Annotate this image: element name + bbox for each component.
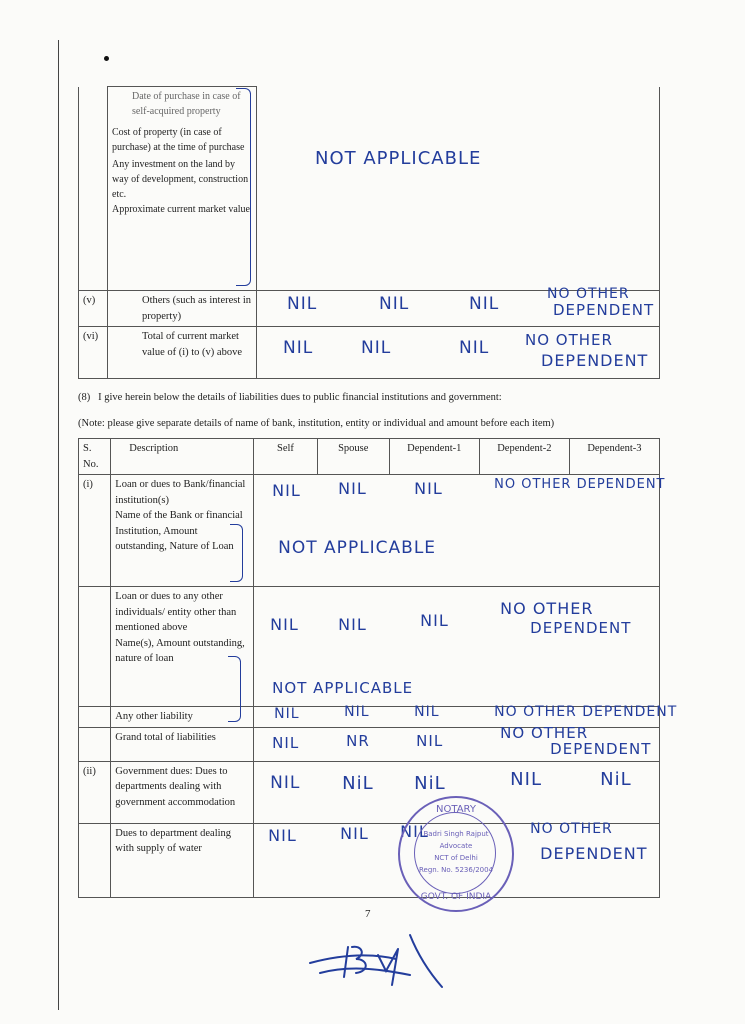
page-edge-line [58, 40, 59, 1010]
row-liability-values [254, 704, 678, 728]
desc-water-dues: Dues to department dealing with supply of water [111, 823, 254, 897]
stamp-line3: NCT of Delhi [434, 854, 478, 862]
desc-date: Date of purchase in case of self-acquired property [132, 91, 241, 117]
header-sno-line1: S. [83, 443, 92, 454]
dependent-dep2: DEPENDENT [530, 619, 632, 637]
header-sno [79, 439, 111, 475]
nil-self: NIL [272, 481, 301, 500]
no-other-dependent: NO OTHER DEPENDENT [494, 704, 678, 720]
row-other-values [254, 587, 660, 707]
nil-self: NIL [270, 615, 299, 634]
table-row [79, 727, 660, 761]
col-num-empty [79, 87, 108, 291]
table-row [79, 475, 660, 587]
row-num-empty [79, 823, 111, 897]
row-v-values [257, 286, 660, 327]
row-num-empty [79, 727, 111, 761]
stamp-line2: Advocate [439, 842, 473, 850]
nil-spouse: NIL [338, 615, 367, 634]
section-8-number: (8) [78, 392, 91, 403]
header-self: Self [254, 439, 318, 475]
nil-spouse: NIL [340, 823, 369, 843]
stamp-top: NOTARY [436, 804, 476, 815]
brace-property [236, 88, 251, 286]
no-other-dep2: NO OTHER [500, 723, 589, 742]
desc-invest: Any investment on the land by way of development, construction etc. [112, 159, 249, 200]
dependent-dep2: DEPENDENT [541, 351, 649, 370]
row-vi-number: (vi) [79, 327, 108, 379]
nil-dep1: NIL [414, 704, 440, 720]
header-description: Description [111, 439, 254, 475]
nil-spouse: NiL [342, 772, 374, 794]
nil-dep1: NIL [469, 294, 500, 314]
liabilities-table [78, 438, 678, 898]
no-other-dep2: NO OTHER [547, 286, 630, 302]
not-applicable-handwritten: NOT APPLICABLE [315, 147, 482, 169]
stamp-line4: Regn. No. 5236/2004 [418, 866, 494, 874]
desc-value: Approximate current market value [112, 204, 250, 215]
header-sno-line2: No. [83, 458, 99, 470]
header-dep1: Dependent-1 [389, 439, 479, 475]
section-8-text [78, 392, 502, 403]
no-other-dep2: NO OTHER [525, 331, 613, 349]
section-8-note: (Note: please give separate details of name of bank, institution, entity or individual and amount before each item) [78, 418, 555, 429]
desc-grand-total: Grand total of liabilities [111, 727, 254, 761]
dependent-dep2: DEPENDENT [553, 301, 655, 319]
table-row [79, 823, 660, 897]
nil-self: NIL [283, 338, 314, 358]
nil-dep1: NIL [416, 731, 444, 750]
stamp-bottom: GOVT. OF INDIA [420, 892, 492, 902]
nil-spouse: NIL [338, 479, 367, 498]
nil-self: NIL [268, 825, 297, 845]
section-8-statement: I give herein below the details of liabilities dues to public financial institutions and government: [98, 392, 502, 403]
table-row [79, 587, 660, 707]
row-vi-desc: Total of current market value of (i) to (v) above [108, 327, 257, 379]
desc-other-liability: Any other liability [111, 707, 254, 728]
desc-loan-other: Loan or dues to any other individuals/ entity other than mentioned above [115, 591, 237, 633]
no-other-dep2: NO OTHER [530, 820, 613, 837]
not-applicable-handwritten: NOT APPLICABLE [278, 538, 437, 558]
no-other-dependent: NO OTHER DEPENDENT [494, 477, 666, 492]
dependent-dep2: DEPENDENT [550, 739, 652, 758]
nil-spouse: NIL [361, 338, 392, 358]
no-other-dep2: NO OTHER [500, 599, 594, 618]
desc-cost: Cost of property (in case of purchase) at the time of purchase [112, 127, 245, 153]
desc-govt-dues: Government dues: Dues to departments dealing with government accommodation [111, 761, 254, 823]
stamp-inner-ring [414, 812, 496, 894]
desc-loan-bank: Loan or dues to Bank/financial institution(s) [115, 479, 246, 506]
header-spouse: Spouse [317, 439, 389, 475]
nil-self: NIL [272, 733, 300, 752]
nr-spouse: NR [346, 731, 370, 750]
desc-name-bank: Name of the Bank or financial Institution, Amount outstanding, Nature of Loan [115, 510, 243, 552]
page-number: 7 [365, 908, 371, 920]
row-num-empty [79, 707, 111, 728]
nil-spouse: NIL [344, 704, 370, 720]
row-i-number: (i) [79, 475, 111, 587]
nil-dep1: NIL [459, 338, 490, 358]
signature [300, 925, 460, 995]
row-v-desc: Others (such as interest in property) [108, 291, 257, 327]
row-ii-number: (ii) [79, 761, 111, 823]
nil-dep1: NIL [414, 479, 443, 498]
nil-self: NIL [270, 772, 301, 793]
not-applicable-handwritten: NOT APPLICABLE [272, 679, 414, 697]
row-v-number: (v) [79, 291, 108, 327]
row-vi-values [257, 327, 660, 379]
row-grand-values [254, 723, 660, 761]
nil-self: NIL [274, 706, 300, 722]
table-row [79, 761, 660, 823]
row-i-values [254, 475, 666, 587]
header-dep3: Dependent-3 [569, 439, 659, 475]
nil-dep3: NiL [600, 768, 632, 790]
nil-dep1: NiL [414, 772, 446, 794]
row-num-empty [79, 587, 111, 707]
nil-dep1: NIL [400, 821, 429, 841]
desc-names: Name(s), Amount outstanding, nature of loan [115, 637, 245, 664]
nil-dep1: NIL [420, 611, 449, 630]
dependent-dep2: DEPENDENT [540, 843, 648, 863]
notary-stamp [398, 796, 514, 912]
nil-spouse: NIL [379, 294, 410, 314]
property-table [78, 86, 660, 379]
brace-bank [230, 524, 243, 582]
stamp-line1: Badri Singh Rajput [423, 830, 489, 838]
header-dep2: Dependent-2 [479, 439, 569, 475]
nil-dep2: NIL [510, 768, 542, 790]
not-applicable-cell [257, 87, 660, 291]
scan-speck [104, 56, 109, 61]
nil-self: NIL [287, 294, 318, 314]
desc-cell [108, 87, 257, 291]
brace-names [228, 656, 241, 722]
